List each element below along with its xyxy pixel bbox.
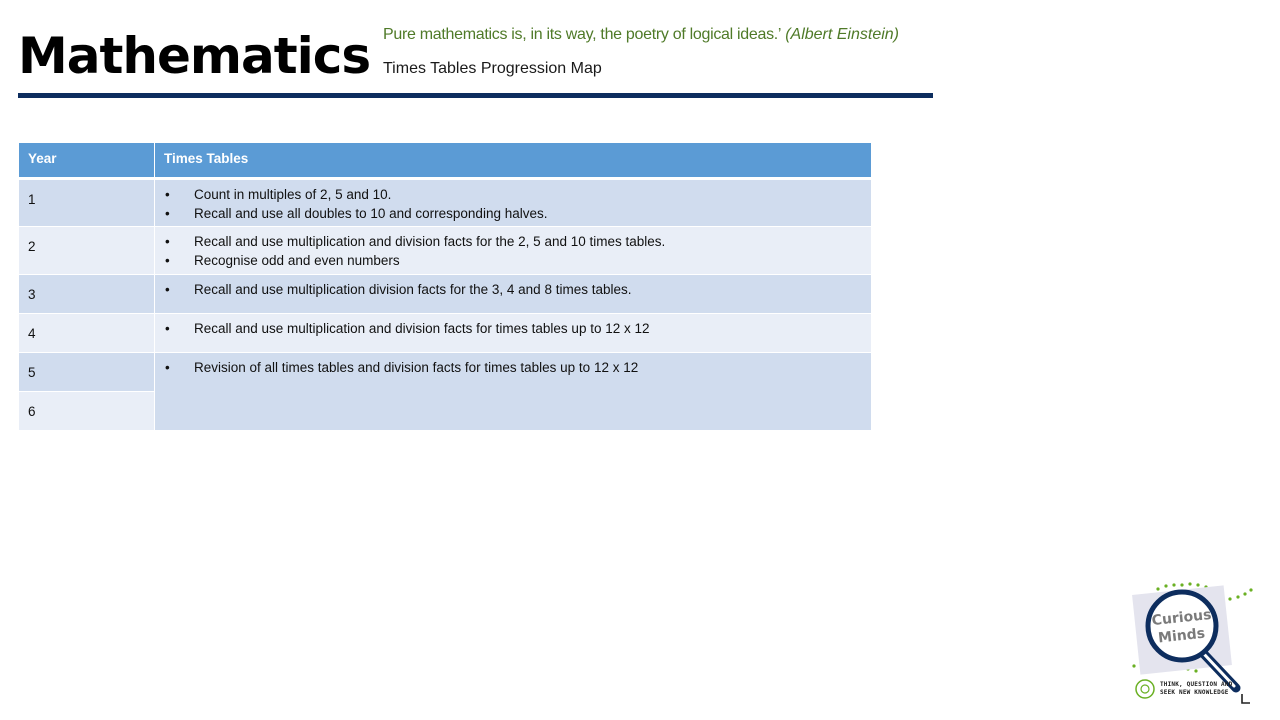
facts-list	[164, 358, 862, 377]
header-times-tables: Times Tables	[155, 143, 872, 179]
emblem-icon	[1136, 680, 1154, 698]
list-item: • Recall and use multiplication and division facts for the 2, 5 and 10 times tables.	[164, 232, 862, 251]
header-divider	[18, 93, 933, 98]
list-item: • Recall and use all doubles to 10 and corresponding halves.	[164, 204, 862, 223]
year-cell: 3	[19, 275, 155, 314]
year-cell: 5	[19, 353, 155, 392]
table-row	[19, 227, 872, 275]
times-tables-table	[18, 142, 872, 431]
table-row	[19, 179, 872, 227]
table-header-row	[19, 143, 872, 179]
facts-cell	[155, 353, 872, 431]
year-cell: 4	[19, 314, 155, 353]
year-cell: 6	[19, 392, 155, 431]
year-cell: 2	[19, 227, 155, 275]
facts-list	[164, 232, 862, 270]
corner-mark-icon	[1242, 694, 1250, 703]
table-row	[19, 353, 872, 392]
einstein-quote	[383, 24, 899, 46]
table-row	[19, 275, 872, 314]
tagline-line1: THINK, QUESTION AND	[1160, 681, 1233, 688]
list-item: • Count in multiples of 2, 5 and 10.	[164, 185, 862, 204]
page-title: Mathematics	[18, 27, 371, 85]
list-item: • Recall and use multiplication and division facts for times tables up to 12 x 12	[164, 319, 862, 338]
logo-tagline	[1160, 681, 1232, 697]
facts-list	[164, 319, 862, 338]
header-year: Year	[19, 143, 155, 179]
year-cell: 1	[19, 179, 155, 227]
list-item: • Revision of all times tables and division facts for times tables up to 12 x 12	[164, 358, 862, 377]
facts-list	[164, 280, 862, 299]
logo-text-line1: Curious	[1150, 606, 1213, 630]
facts-cell	[155, 179, 872, 227]
list-item: • Recognise odd and even numbers	[164, 251, 862, 270]
facts-cell	[155, 227, 872, 275]
facts-cell	[155, 275, 872, 314]
facts-cell	[155, 314, 872, 353]
facts-list	[164, 185, 862, 223]
quote-author: (Albert Einstein)	[785, 26, 900, 43]
table-row	[19, 314, 872, 353]
logo-text-line2: Minds	[1157, 625, 1206, 647]
tagline-line2: SEEK NEW KNOWLEDGE	[1160, 689, 1229, 696]
quote-text: Pure mathematics is, in its way, the poetry of logical ideas.’	[383, 26, 782, 43]
list-item: • Recall and use multiplication division facts for the 3, 4 and 8 times tables.	[164, 280, 862, 299]
page-subtitle: Times Tables Progression Map	[383, 60, 602, 77]
